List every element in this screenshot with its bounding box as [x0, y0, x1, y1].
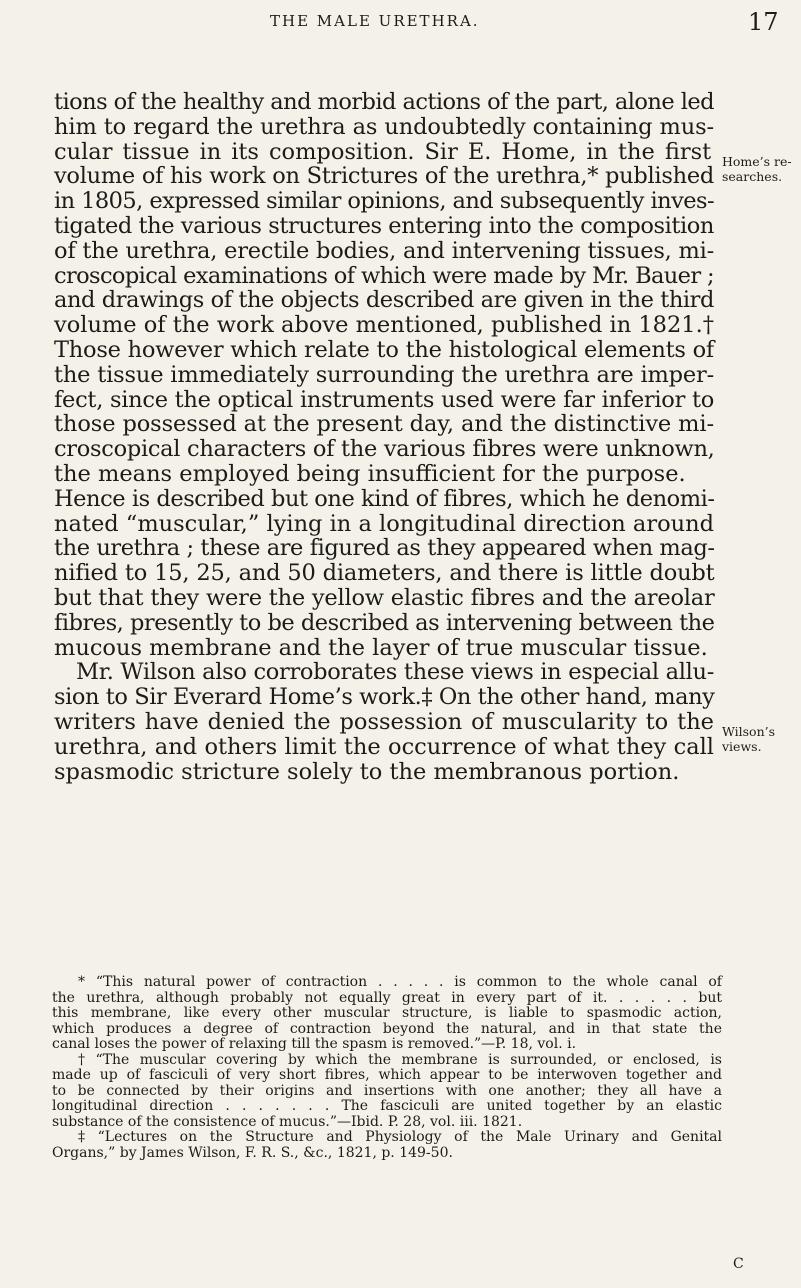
margin-note-line: Wilson’s [722, 724, 776, 739]
body-line: nified to 15, 25, and 50 diameters, and there is little doubt [54, 560, 715, 587]
body-line: him to regard the urethra as undoubtedly containing mus- [54, 113, 714, 140]
body-line: spasmodic stricture solely to the membranous portion. [54, 758, 680, 785]
running-title: THE MALE URETHRA. [270, 12, 480, 30]
footnote-line: substance of the consistence of mucus.”—Ibid. P. 28, vol. iii. 1821. [52, 1113, 523, 1130]
body-line: volume of the work above mentioned, published in 1821.† [54, 312, 714, 339]
margin-note-wilson [722, 724, 775, 754]
body-text [54, 90, 714, 784]
body-line: sion to Sir Everard Home’s work.‡ On the other hand, many [54, 684, 715, 711]
body-line: but that they were the yellow elastic fibres and the areolar [54, 584, 715, 611]
body-line: Hence is described but one kind of fibres, which he denomi- [54, 485, 715, 512]
body-line: fibres, presently to be described as intervening between the [54, 609, 715, 636]
footnote-line: canal loses the power of relaxing till the spasm is removed.”—P. 18, vol. i. [52, 1036, 577, 1052]
body-line: volume of his work on Strictures of the urethra,* published [54, 163, 714, 190]
footnote-line: this membrane, like every other muscular structure, is liable to spasmodic action, [52, 1005, 722, 1021]
body-line: the means employed being insufficient for the purpose. [54, 460, 686, 487]
footnote-line: which produces a degree of contraction beyond the natural, and in that state the [52, 1020, 722, 1037]
body-line: nated “muscular,” lying in a longitudinal direction around [54, 510, 714, 537]
margin-note-line: Home’s re- [722, 154, 792, 169]
body-line: croscopical examinations of which were made by Mr. Bauer ; [54, 262, 714, 289]
body-line: the tissue immediately surrounding the urethra are imper- [54, 361, 714, 388]
body-line: tigated the various structures entering into the composition [54, 212, 714, 239]
body-line: mucous membrane and the layer of true muscular tissue. [54, 634, 708, 661]
body-line: croscopical characters of the various fibres were unknown, [54, 436, 715, 463]
margin-note-line: views. [722, 739, 762, 754]
body-line: of the urethra, erectile bodies, and intervening tissues, mi- [54, 237, 714, 264]
footnote-line: longitudinal direction . . . . . . . The fasciculi are united together by an elastic [52, 1098, 722, 1114]
footnote-line: † “The muscular covering by which the membrane is surrounded, or enclosed, is [78, 1051, 722, 1068]
body-line: urethra, and others limit the occurrence of what they call [54, 733, 714, 760]
body-line: and drawings of the objects described are given in the third [54, 287, 714, 314]
footnote-line: made up of fasciculi of very short fibres, which appear to be interwoven together and [52, 1067, 722, 1083]
body-line: Those however which relate to the histological elements of [54, 336, 714, 363]
footnote-line: ‡ “Lectures on the Structure and Physiology of the Male Urinary and Genital [78, 1129, 722, 1145]
body-line: in 1805, expressed similar opinions, and subsequently inves- [54, 188, 714, 215]
footnote-line: * “This natural power of contraction . . . . . is common to the whole canal of [78, 974, 722, 990]
body-line: those possessed at the present day, and the distinctive mi- [54, 411, 714, 438]
body-line: the urethra ; these are figured as they appeared when mag- [54, 535, 715, 562]
margin-note-home [722, 154, 792, 184]
body-line: fect, since the optical instruments used were far inferior to [54, 386, 714, 413]
body-line: writers have denied the possession of muscularity to the [54, 708, 714, 735]
page-number: 17 [748, 8, 779, 36]
body-line: tions of the healthy and morbid actions of the part, alone led [54, 89, 714, 115]
body-line: cular tissue in its composition. Sir E. Home, in the first [54, 138, 712, 165]
margin-note-line: searches. [722, 169, 783, 184]
signature-mark: C [733, 1256, 744, 1272]
footnote-line: to be connected by their origins and insertions with one another; they all have a [52, 1082, 722, 1099]
body-line: Mr. Wilson also corroborates these views in especial allu- [76, 659, 714, 686]
footnotes [52, 975, 722, 1161]
footnote-line: Organs,” by James Wilson, F. R. S., &c., 1821, p. 149-50. [52, 1144, 453, 1161]
footnote-line: the urethra, although probably not equally great in every part of it. . . . . . but [52, 989, 722, 1006]
